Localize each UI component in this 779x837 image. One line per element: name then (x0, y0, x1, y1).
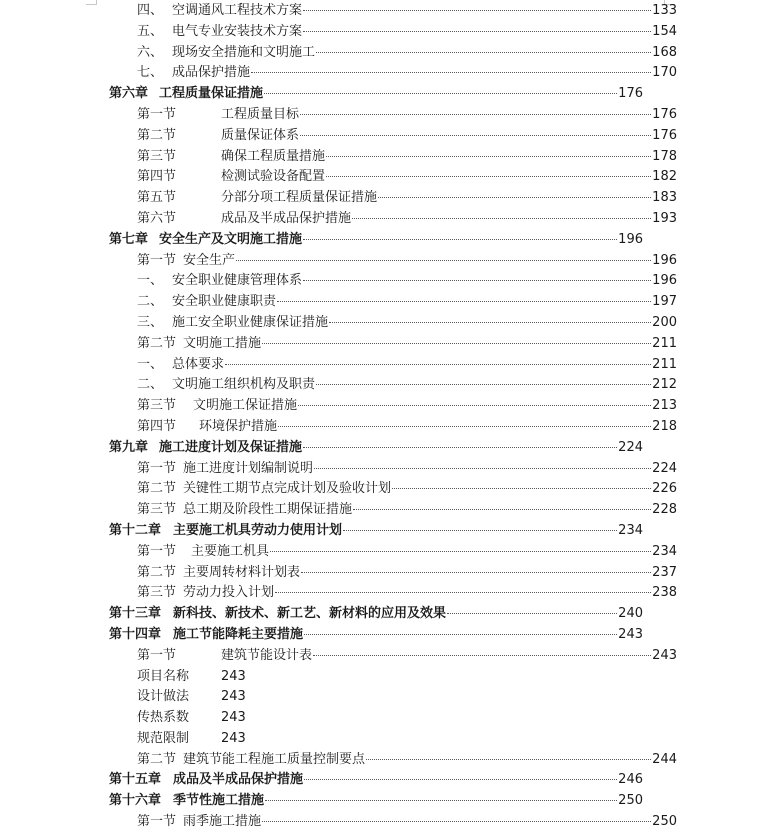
toc-page-number: 176 (618, 86, 643, 102)
toc-chapter-row (0, 84, 779, 105)
toc-entry-row (0, 563, 779, 584)
toc-entry-number: 设计做法 (137, 689, 190, 705)
toc-entry-title: 安全生产 (183, 252, 236, 268)
toc-entry-title: 建筑节能工程施工质量控制要点 (183, 751, 366, 767)
toc-entry-number: 第九章 (109, 439, 149, 455)
toc-page-number: 224 (618, 439, 643, 455)
toc-entry-row (0, 105, 779, 126)
toc-dot-leader (353, 509, 651, 510)
toc-page-number: 200 (652, 314, 677, 330)
toc-entry-row (0, 500, 779, 521)
toc-entry-row (0, 583, 779, 604)
toc-entry-row (0, 271, 779, 292)
toc-chapter-row (0, 230, 779, 251)
toc-entry-number: 第二节 (137, 481, 177, 497)
toc-entry-row (0, 646, 779, 667)
toc-entry-link[interactable] (109, 770, 643, 791)
toc-entry-row (0, 209, 779, 230)
toc-dot-leader (300, 135, 651, 136)
toc-entry-link[interactable] (137, 22, 677, 43)
toc-entry-link[interactable] (137, 292, 677, 313)
toc-entry-row (0, 687, 779, 708)
toc-page-number: 226 (652, 481, 677, 497)
toc-entry-row (0, 167, 779, 188)
toc-entry-row (0, 542, 779, 563)
toc-page-number: 243 (221, 689, 246, 705)
toc-chapter-row (0, 770, 779, 791)
toc-entry-link[interactable] (137, 1, 677, 22)
toc-page-number: 250 (652, 814, 677, 830)
toc-page-number: 212 (652, 377, 677, 393)
toc-page-number: 213 (652, 398, 677, 414)
toc-entry-number: 第一节 (137, 106, 177, 122)
toc-entry-title: 成品及半成品保护措施 (173, 772, 304, 788)
toc-entry-title: 质量保证体系 (221, 127, 300, 143)
toc-page-number: 193 (652, 210, 677, 226)
toc-entry-number: 规范限制 (137, 730, 190, 746)
toc-entry-number: 第十六章 (109, 793, 162, 809)
toc-entry-row (0, 43, 779, 64)
toc-entry-title: 检测试验设备配置 (221, 169, 326, 185)
toc-dot-leader (316, 52, 651, 53)
toc-entry-row (0, 417, 779, 438)
toc-page-number: 218 (652, 418, 677, 434)
toc-entry-title: 安全职业健康职责 (172, 294, 277, 310)
toc-dot-leader (313, 655, 651, 656)
toc-dot-leader (278, 426, 651, 427)
toc-entry-title: 总工期及阶段性工期保证措施 (183, 502, 353, 518)
toc-entry-number: 第十二章 (109, 522, 162, 538)
toc-page-number: 240 (618, 606, 643, 622)
toc-entry-title: 施工进度计划及保证措施 (159, 439, 303, 455)
toc-entry-title: 总体要求 (172, 356, 225, 372)
toc-page-number: 183 (652, 190, 677, 206)
toc-entry-row (0, 22, 779, 43)
toc-page-number: 196 (618, 231, 643, 247)
toc-dot-leader (314, 468, 651, 469)
toc-entry-link[interactable] (137, 209, 677, 230)
toc-entry-link[interactable] (137, 126, 677, 147)
toc-entry-title: 劳动力投入计划 (183, 585, 275, 601)
toc-dot-leader (275, 592, 651, 593)
toc-entry-number: 五、 (137, 23, 164, 39)
toc-dot-leader (303, 239, 617, 240)
toc-entry-title: 成品保护措施 (172, 65, 251, 81)
toc-entry-link[interactable] (137, 355, 677, 376)
toc-entry-number: 第十五章 (109, 772, 162, 788)
toc-page-number: 238 (652, 585, 677, 601)
toc-entry-number: 一、 (137, 273, 164, 289)
toc-entry-row (0, 251, 779, 272)
toc-dot-leader (304, 634, 617, 635)
toc-page-number: 197 (652, 294, 677, 310)
toc-dot-leader (316, 384, 651, 385)
toc-dot-leader (303, 447, 617, 448)
toc-entry-link[interactable] (137, 542, 677, 563)
toc-entry-title: 文明施工措施 (183, 335, 262, 351)
toc-entry-link[interactable] (137, 313, 677, 334)
toc-entry-row (0, 708, 779, 729)
toc-entry-title: 现场安全措施和文明施工 (172, 44, 316, 60)
toc-entry-number: 四、 (137, 3, 164, 18)
toc-dot-leader (301, 572, 651, 573)
toc-chapter-row (0, 521, 779, 542)
toc-page-number: 196 (652, 273, 677, 289)
toc-entry-row (0, 126, 779, 147)
toc-entry-number: 项目名称 (137, 668, 190, 684)
toc-entry-link[interactable] (137, 417, 677, 438)
toc-entry-number: 第一节 (137, 252, 177, 268)
toc-page-number: 244 (652, 751, 677, 767)
toc-entry-link[interactable] (109, 84, 643, 105)
toc-dot-leader (326, 176, 651, 177)
toc-entry-row (0, 729, 779, 750)
toc-page-number: 246 (618, 772, 643, 788)
toc-entry-link[interactable] (137, 459, 677, 480)
toc-entry-number: 第一节 (137, 647, 177, 663)
toc-chapter-row (0, 604, 779, 625)
toc-entry-link[interactable] (137, 646, 677, 667)
toc-page-number: 154 (652, 23, 677, 39)
toc-dot-leader (352, 218, 651, 219)
toc-entry-row (0, 355, 779, 376)
toc-entry-link[interactable] (137, 334, 677, 355)
toc-entry-title: 主要施工机具劳动力使用计划 (173, 522, 343, 538)
toc-entry-row (0, 479, 779, 500)
toc-chapter-row (0, 625, 779, 646)
toc-entry-row (0, 63, 779, 84)
toc-entry-link[interactable] (137, 708, 246, 729)
toc-page-number: 211 (652, 335, 677, 351)
toc-dot-leader (447, 613, 617, 614)
toc-dot-leader (303, 31, 651, 32)
toc-page-number: 234 (618, 522, 643, 538)
toc-dot-leader (225, 364, 651, 365)
toc-entry-row (0, 147, 779, 168)
toc-dot-leader (298, 405, 651, 406)
toc-page-number: 234 (652, 543, 677, 559)
toc-page-number: 196 (652, 252, 677, 268)
toc-page-number: 250 (618, 793, 643, 809)
toc-entry-number: 第四节 (137, 418, 177, 434)
toc-entry-link[interactable] (137, 43, 677, 64)
toc-entry-number: 第三节 (137, 398, 177, 414)
toc-entry-number: 第一节 (137, 460, 177, 476)
toc-entry-title: 环境保护措施 (199, 418, 278, 434)
toc-entry-title: 雨季施工措施 (183, 814, 262, 830)
toc-entry-link[interactable] (137, 479, 677, 500)
toc-entry-title: 主要周转材料计划表 (183, 564, 301, 580)
toc-page-number: 243 (618, 626, 643, 642)
toc-entry-number: 第五节 (137, 190, 177, 206)
toc-entry-number: 第十三章 (109, 606, 162, 622)
toc-dot-leader (366, 759, 651, 760)
toc-entry-title: 主要施工机具 (191, 543, 270, 559)
toc-entry-number: 二、 (137, 294, 164, 310)
toc-entry-number: 第二节 (137, 127, 177, 143)
toc-entry-link[interactable] (137, 729, 246, 750)
toc-entry-title: 工程质量保证措施 (159, 86, 264, 102)
toc-entry-title: 确保工程质量措施 (221, 148, 326, 164)
toc-entry-title: 成品及半成品保护措施 (221, 210, 352, 226)
toc-entry-row (0, 313, 779, 334)
toc-page-number: 243 (652, 647, 677, 663)
toc-page-number: 243 (221, 730, 246, 746)
toc-entry-number: 第六节 (137, 210, 177, 226)
toc-entry-link[interactable] (137, 563, 677, 584)
toc-entry-number: 第一节 (137, 543, 177, 559)
toc-entry-row (0, 750, 779, 771)
toc-entry-link[interactable] (137, 271, 677, 292)
toc-page-number: 237 (652, 564, 677, 580)
toc-entry-number: 第十四章 (109, 626, 162, 642)
toc-page-number: 243 (221, 710, 246, 726)
toc-entry-title: 建筑节能设计表 (221, 647, 313, 663)
toc-entry-link[interactable] (137, 63, 677, 84)
toc-page-number: 224 (652, 460, 677, 476)
toc-dot-leader (277, 301, 651, 302)
toc-entry-link[interactable] (137, 147, 677, 168)
toc-entry-number: 第七章 (109, 231, 149, 247)
toc-entry-title: 安全生产及文明施工措施 (159, 231, 303, 247)
toc-page-number: 211 (652, 356, 677, 372)
toc-entry-link[interactable] (137, 105, 677, 126)
toc-page-number: 176 (652, 106, 677, 122)
toc-entry-row (0, 188, 779, 209)
toc-entry-row (0, 812, 779, 833)
toc-entry-row (0, 459, 779, 480)
toc-entry-link[interactable] (109, 230, 643, 251)
toc-entry-number: 三、 (137, 314, 164, 330)
toc-entry-number: 第二节 (137, 335, 177, 351)
toc-entry-link[interactable] (137, 188, 677, 209)
toc-entry-row (0, 334, 779, 355)
toc-entry-link[interactable] (137, 500, 677, 521)
toc-entry-number: 一、 (137, 356, 164, 372)
toc-entry-title: 安全职业健康管理体系 (172, 273, 303, 289)
table-of-contents (0, 1, 779, 833)
toc-entry-title: 空调通风工程技术方案 (172, 3, 303, 18)
toc-entry-row (0, 375, 779, 396)
toc-dot-leader (304, 779, 617, 780)
toc-dot-leader (303, 280, 651, 281)
toc-page-number: 176 (652, 127, 677, 143)
toc-entry-link[interactable] (109, 625, 643, 646)
toc-dot-leader (262, 821, 651, 822)
toc-page-number: 182 (652, 169, 677, 185)
toc-dot-leader (392, 488, 651, 489)
toc-dot-leader (265, 800, 617, 801)
toc-entry-link[interactable] (137, 812, 677, 833)
toc-entry-number: 第三节 (137, 148, 177, 164)
toc-dot-leader (329, 322, 651, 323)
toc-entry-link[interactable] (137, 750, 677, 771)
toc-entry-title: 施工安全职业健康保证措施 (172, 314, 329, 330)
toc-entry-link[interactable] (137, 667, 246, 688)
toc-entry-link[interactable] (137, 251, 677, 272)
toc-entry-link[interactable] (137, 375, 677, 396)
toc-entry-number: 第三节 (137, 502, 177, 518)
toc-entry-title: 关键性工期节点完成计划及验收计划 (183, 481, 392, 497)
toc-dot-leader (262, 343, 651, 344)
toc-entry-title: 施工节能降耗主要措施 (173, 626, 304, 642)
toc-entry-link[interactable] (109, 438, 643, 459)
toc-dot-leader (300, 114, 651, 115)
toc-entry-link[interactable] (109, 604, 643, 625)
toc-dot-leader (270, 551, 651, 552)
toc-entry-title: 新科技、新技术、新工艺、新材料的应用及效果 (173, 606, 447, 622)
toc-entry-row (0, 396, 779, 417)
toc-entry-link[interactable] (137, 583, 677, 604)
toc-entry-title: 文明施工保证措施 (193, 398, 298, 414)
toc-page-number: 228 (652, 502, 677, 518)
toc-chapter-row (0, 438, 779, 459)
toc-entry-link[interactable] (109, 521, 643, 542)
toc-entry-number: 第三节 (137, 585, 177, 601)
toc-entry-title: 文明施工组织机构及职责 (172, 377, 316, 393)
toc-dot-leader (303, 10, 651, 11)
toc-entry-number: 传热系数 (137, 710, 190, 726)
toc-dot-leader (251, 72, 651, 73)
toc-entry-title: 施工进度计划编制说明 (183, 460, 314, 476)
toc-entry-number: 第一节 (137, 814, 177, 830)
toc-page-number: 168 (652, 44, 677, 60)
toc-dot-leader (236, 260, 651, 261)
toc-entry-row (0, 292, 779, 313)
toc-entry-title: 电气专业安装技术方案 (172, 23, 303, 39)
toc-dot-leader (326, 156, 651, 157)
toc-entry-title: 工程质量目标 (221, 106, 300, 122)
toc-page-number: 133 (652, 3, 677, 18)
toc-entry-number: 第六章 (109, 86, 149, 102)
toc-dot-leader (343, 530, 617, 531)
toc-entry-link[interactable] (137, 396, 677, 417)
toc-entry-link[interactable] (137, 167, 677, 188)
toc-entry-number: 第四节 (137, 169, 177, 185)
toc-entry-link[interactable] (109, 791, 643, 812)
toc-entry-title: 分部分项工程质量保证措施 (221, 190, 378, 206)
toc-entry-row (0, 1, 779, 22)
toc-entry-row (0, 667, 779, 688)
toc-entry-number: 六、 (137, 44, 164, 60)
toc-entry-number: 七、 (137, 65, 164, 81)
toc-dot-leader (264, 93, 617, 94)
toc-page-number: 178 (652, 148, 677, 164)
toc-entry-title: 季节性施工措施 (173, 793, 265, 809)
toc-dot-leader (378, 197, 651, 198)
toc-page-number: 170 (652, 65, 677, 81)
toc-entry-link[interactable] (137, 687, 246, 708)
toc-chapter-row (0, 791, 779, 812)
toc-entry-number: 第二节 (137, 564, 177, 580)
toc-entry-number: 第二节 (137, 751, 177, 767)
toc-page-number: 243 (221, 668, 246, 684)
toc-entry-number: 二、 (137, 377, 164, 393)
